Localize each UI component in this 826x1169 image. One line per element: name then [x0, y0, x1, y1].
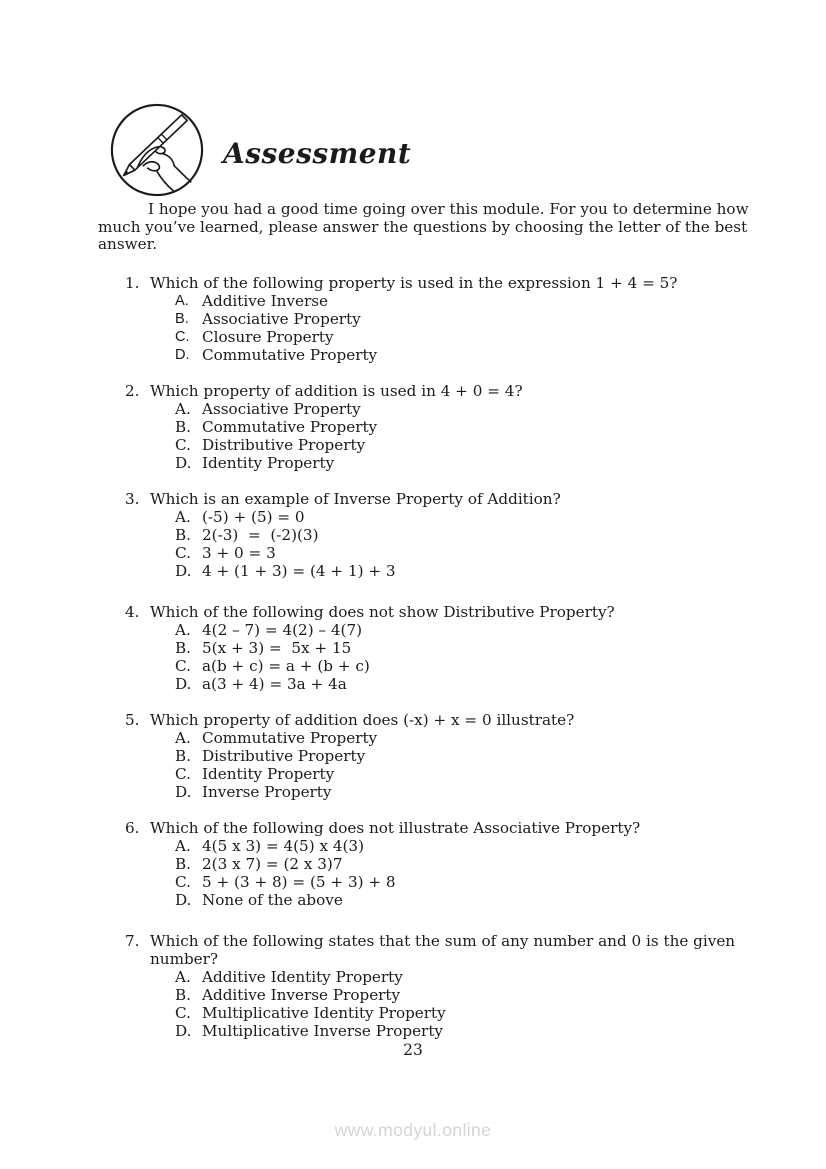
option-text: 3 + 0 = 3	[202, 544, 276, 562]
option-text: Distributive Property	[202, 436, 366, 454]
option-row	[175, 639, 745, 657]
option-letter: D.	[175, 1022, 192, 1040]
option-group	[175, 837, 745, 909]
option-letter: B.	[175, 639, 191, 657]
question-text-line: Which property of addition is used in 4 + 0 = 4?	[150, 382, 523, 400]
page-title: Assessment	[223, 136, 412, 170]
option-row	[175, 621, 745, 639]
option-letter: A.	[175, 400, 191, 418]
option-text: 5 + (3 + 8) = (5 + 3) + 8	[202, 873, 396, 891]
option-letter: C.	[175, 873, 191, 891]
option-text: a(3 + 4) = 3a + 4a	[202, 675, 347, 693]
watermark: www.modyul.online	[334, 1120, 492, 1140]
option-group	[175, 968, 745, 1040]
writing-hand-icon	[108, 101, 206, 199]
question-text	[150, 274, 677, 292]
option-row	[175, 729, 745, 747]
page-number: 23	[403, 1041, 423, 1059]
option-row	[175, 544, 745, 562]
option-letter: C.	[175, 544, 191, 562]
option-letter: C.	[175, 657, 191, 675]
question-item-2	[125, 382, 745, 472]
intro-paragraph	[98, 200, 749, 254]
option-row	[175, 837, 745, 855]
question-text	[150, 819, 640, 837]
option-letter: D.	[175, 891, 192, 909]
option-row	[175, 400, 745, 418]
option-row	[175, 310, 745, 328]
question-text	[150, 382, 523, 400]
question-text	[150, 711, 574, 729]
option-row	[175, 562, 745, 580]
question-text-line: Which of the following property is used in the expression 1 + 4 = 5?	[150, 274, 678, 292]
option-text: Associative Property	[202, 400, 361, 418]
question-item-4	[125, 603, 745, 693]
option-row	[175, 454, 745, 472]
option-text: Commutative Property	[202, 418, 378, 436]
option-letter: C.	[175, 436, 191, 454]
option-text: 2(3 x 7) = (2 x 3)7	[202, 855, 343, 873]
question-text-line: Which is an example of Inverse Property of Addition?	[150, 490, 561, 508]
option-letter: B.	[175, 311, 189, 327]
option-row	[175, 526, 745, 544]
option-text: Identity Property	[202, 454, 335, 472]
question-item-7	[125, 932, 745, 1040]
option-text: Associative Property	[202, 310, 361, 328]
option-row	[175, 968, 745, 986]
option-text: Identity Property	[202, 765, 335, 783]
option-row	[175, 1004, 745, 1022]
question-number: 5.	[125, 711, 140, 729]
option-text: Commutative Property	[202, 729, 378, 747]
option-row	[175, 873, 745, 891]
intro-line: answer.	[98, 235, 158, 254]
option-letter: C.	[175, 1004, 191, 1022]
question-list	[125, 274, 745, 1058]
option-row	[175, 508, 745, 526]
option-letter: A.	[175, 508, 191, 526]
option-text: 2(-3) = (-2)(3)	[202, 526, 319, 544]
option-row	[175, 657, 745, 675]
option-letter: B.	[175, 526, 191, 544]
option-group	[175, 400, 745, 472]
question-text	[150, 932, 735, 968]
option-group	[175, 729, 745, 801]
option-letter: D.	[175, 675, 192, 693]
option-row	[175, 675, 745, 693]
option-row	[175, 436, 745, 454]
option-letter: D.	[175, 454, 192, 472]
option-letter: A.	[175, 293, 189, 309]
option-text: Multiplicative Inverse Property	[202, 1022, 443, 1040]
option-row	[175, 747, 745, 765]
question-item-1	[125, 274, 745, 364]
option-row	[175, 346, 745, 364]
assessment-header	[108, 101, 411, 199]
option-text: a(b + c) = a + (b + c)	[202, 657, 370, 675]
question-item-5	[125, 711, 745, 801]
option-letter: D.	[175, 562, 192, 580]
option-text: Multiplicative Identity Property	[202, 1004, 446, 1022]
option-row	[175, 292, 745, 310]
option-row	[175, 891, 745, 909]
option-letter: B.	[175, 986, 191, 1004]
option-row	[175, 855, 745, 873]
question-number: 4.	[125, 603, 140, 621]
option-row	[175, 986, 745, 1004]
option-row	[175, 418, 745, 436]
option-text: Inverse Property	[202, 783, 332, 801]
option-text: Additive Inverse	[202, 292, 329, 310]
option-letter: D.	[175, 347, 190, 363]
option-text: None of the above	[202, 891, 343, 909]
option-letter: C.	[175, 765, 191, 783]
option-text: Additive Inverse Property	[202, 986, 401, 1004]
intro-line: I hope you had a good time going over this module. For you to determine how	[148, 200, 749, 218]
option-text: Closure Property	[202, 328, 334, 346]
question-item-3	[125, 490, 745, 580]
option-text: Commutative Property	[202, 346, 378, 364]
question-number: 1.	[125, 274, 140, 292]
option-text: 4 + (1 + 3) = (4 + 1) + 3	[202, 562, 396, 580]
option-text: 4(5 x 3) = 4(5) x 4(3)	[202, 837, 365, 855]
option-row	[175, 328, 745, 346]
option-group	[175, 508, 745, 580]
question-text-line: Which property of addition does (-x) + x = 0 illustrate?	[150, 711, 575, 729]
question-item-6	[125, 819, 745, 909]
option-group	[175, 621, 745, 693]
option-text: 5(x + 3) = 5x + 15	[202, 639, 352, 657]
question-number: 6.	[125, 819, 140, 837]
option-text: (-5) + (5) = 0	[202, 508, 305, 526]
option-letter: A.	[175, 968, 191, 986]
question-text	[150, 603, 615, 621]
intro-line: much you’ve learned, please answer the questions by choosing the letter of the best	[98, 217, 748, 236]
question-text	[150, 490, 561, 508]
option-row	[175, 1022, 745, 1040]
option-letter: D.	[175, 783, 192, 801]
question-number: 2.	[125, 382, 140, 400]
option-group	[175, 292, 745, 364]
option-letter: B.	[175, 747, 191, 765]
option-text: Distributive Property	[202, 747, 366, 765]
option-text: Additive Identity Property	[202, 968, 403, 986]
option-letter: B.	[175, 418, 191, 436]
question-number: 3.	[125, 490, 140, 508]
option-letter: A.	[175, 837, 191, 855]
question-text-line: Which of the following states that the sum of any number and 0 is the given	[150, 932, 736, 950]
option-letter: A.	[175, 729, 191, 747]
question-text-line: Which of the following does not show Distributive Property?	[150, 603, 615, 621]
option-row	[175, 765, 745, 783]
option-letter: A.	[175, 621, 191, 639]
question-text-line: Which of the following does not illustrate Associative Property?	[150, 819, 641, 837]
question-number: 7.	[125, 932, 140, 950]
option-text: 4(2 – 7) = 4(2) – 4(7)	[202, 621, 363, 639]
question-text-line: number?	[150, 950, 219, 968]
option-letter: B.	[175, 855, 191, 873]
option-row	[175, 783, 745, 801]
option-letter: C.	[175, 329, 190, 345]
